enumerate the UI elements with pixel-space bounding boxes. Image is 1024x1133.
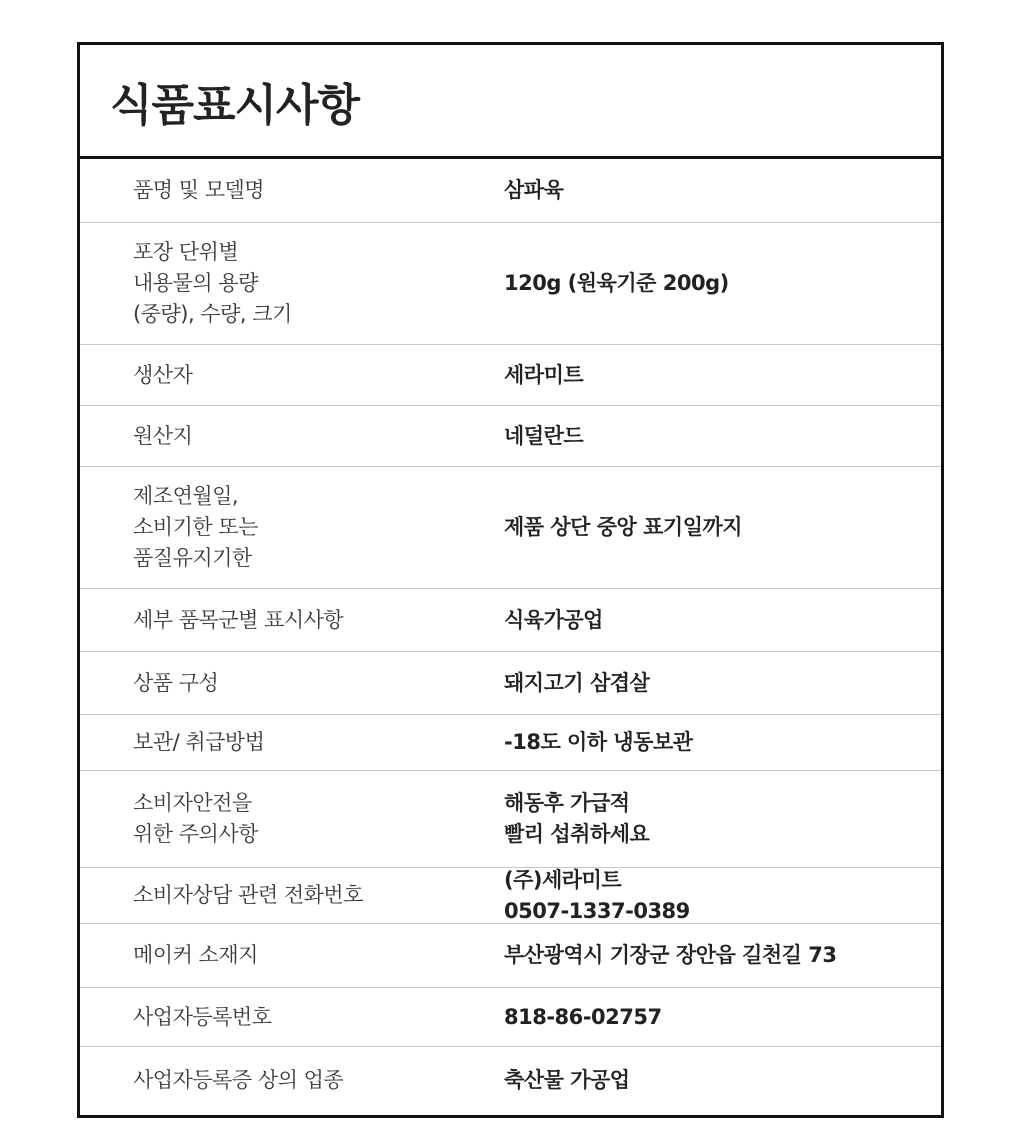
row-expiry — [80, 467, 941, 589]
row-value: 해동후 가급적 빨리 섭취하세요 — [504, 791, 650, 846]
row-value: 삼파육 — [504, 178, 564, 202]
row-label: 소비자상담 관련 전화번호 — [133, 883, 363, 907]
row-value: 네덜란드 — [504, 423, 584, 448]
row-value: 120g (원육기준 200g) — [504, 271, 729, 295]
row-product-name — [80, 159, 941, 223]
row-label: 메이커 소재지 — [133, 943, 258, 967]
row-value: 818-86-02757 — [504, 1004, 662, 1029]
row-business-type — [80, 1047, 941, 1113]
row-value: 부산광역시 기장군 장안읍 길천길 73 — [504, 943, 837, 967]
row-label: 상품 구성 — [133, 670, 219, 695]
row-composition — [80, 652, 941, 715]
row-value: 축산물 가공업 — [504, 1067, 630, 1092]
row-label: 사업자등록증 상의 업종 — [133, 1067, 344, 1092]
row-value: -18도 이하 냉동보관 — [504, 730, 693, 754]
row-label: 포장 단위별 내용물의 용량 (중량), 수량, 크기 — [133, 240, 292, 326]
panel-title: 식품표시사항 — [110, 79, 360, 131]
row-origin — [80, 406, 941, 467]
row-business-number — [80, 988, 941, 1047]
row-label: 보관/ 취급방법 — [133, 730, 265, 754]
row-storage — [80, 715, 941, 771]
row-value: 세라미트 — [504, 362, 584, 387]
row-package-capacity — [80, 223, 941, 345]
row-contact-phone — [80, 868, 941, 924]
row-maker-address — [80, 924, 941, 988]
food-label-panel — [77, 42, 944, 1118]
row-value: 식육가공업 — [504, 607, 603, 632]
info-table — [80, 159, 941, 1113]
row-label: 소비자안전을 위한 주의사항 — [133, 791, 258, 846]
row-safety-notice — [80, 771, 941, 868]
row-producer — [80, 345, 941, 406]
company-name: (주)세라미트 — [504, 867, 622, 892]
row-value — [504, 865, 941, 927]
phone-number: 0507-1337-0389 — [504, 898, 690, 923]
row-value: 제품 상단 중앙 표기일까지 — [504, 515, 743, 539]
row-label: 제조연월일, 소비기한 또는 품질유지기한 — [133, 484, 258, 570]
row-label: 품명 및 모델명 — [133, 178, 265, 202]
row-label: 사업자등록번호 — [133, 1004, 272, 1029]
row-label: 원산지 — [133, 423, 193, 448]
row-label: 생산자 — [133, 362, 193, 387]
row-label: 세부 품목군별 표시사항 — [133, 607, 344, 632]
row-category — [80, 589, 941, 652]
panel-header — [80, 45, 941, 159]
row-value: 돼지고기 삼겹살 — [504, 670, 650, 695]
